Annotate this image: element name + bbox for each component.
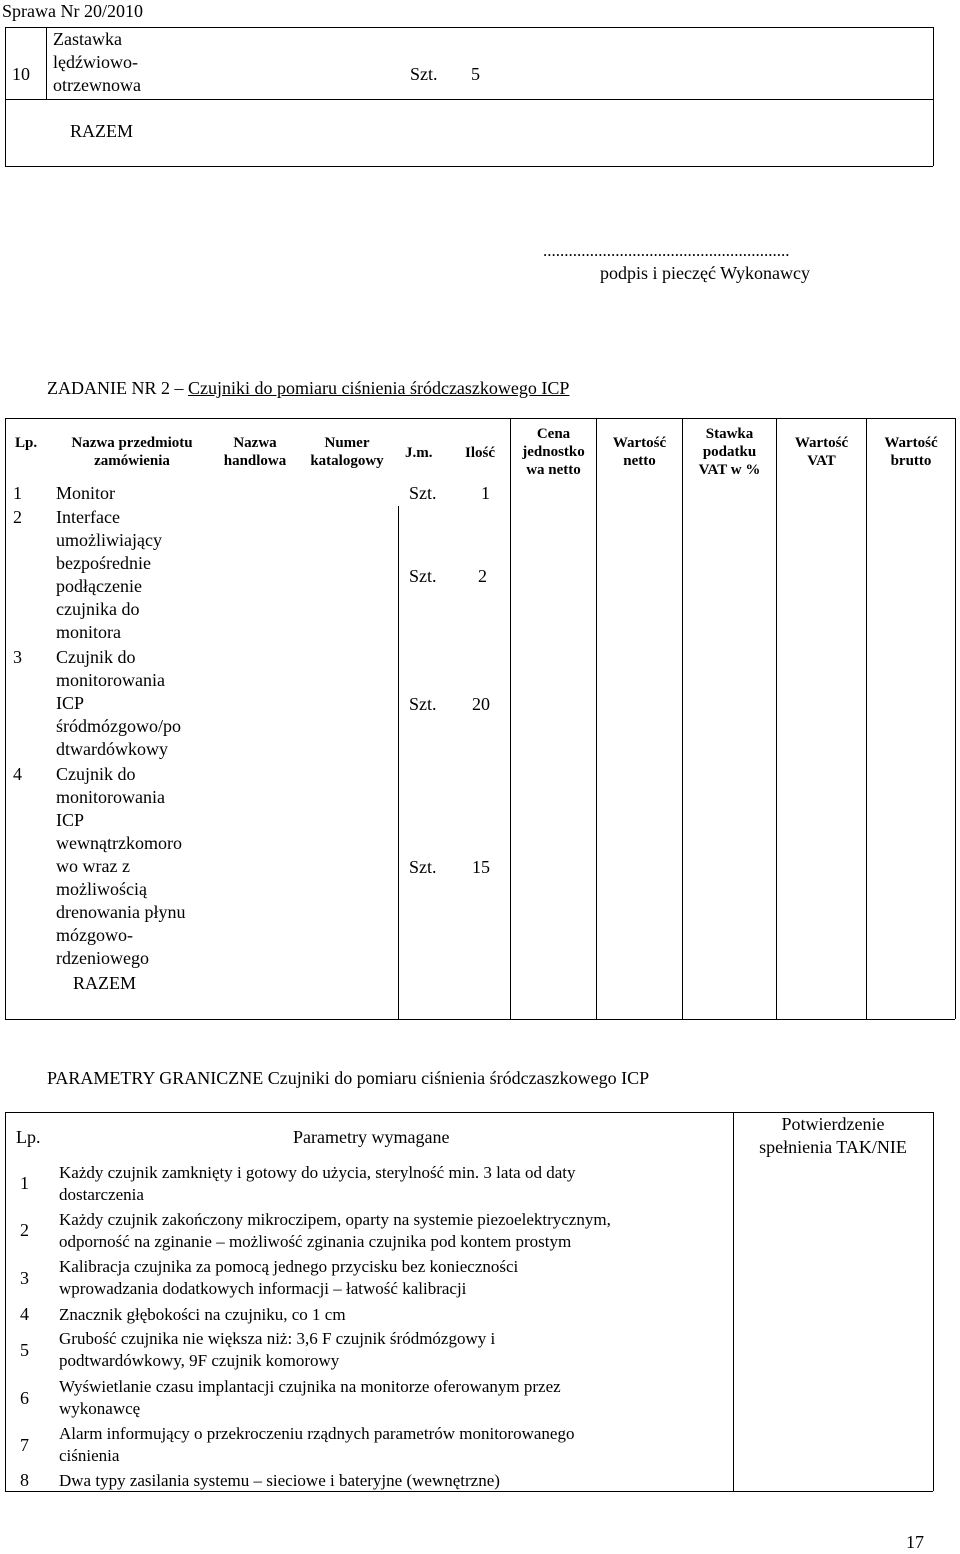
total-label: RAZEM <box>73 973 136 993</box>
total-label: RAZEM <box>70 121 133 141</box>
table-row-name: Czujnik do monitorowania ICP śródmózgowo/po dtwardówkowy <box>56 647 181 759</box>
table-row-unit: Szt. <box>409 857 437 877</box>
table-row-qty: 2 <box>478 566 487 586</box>
table-row-name: Interface umożliwiający bezpośrednie podłączenie czujnika do monitora <box>56 507 162 642</box>
row-lp: 10 <box>12 64 30 84</box>
table-row-unit: Szt. <box>409 566 437 586</box>
table-row-unit: Szt. <box>409 694 437 714</box>
table-row-name: Czujnik do monitorowania ICP wewnątrzkomoro wo wraz z możliwością drenowania płynu mózgowo- rdzeniowego <box>56 764 186 968</box>
params-row-text: Wyświetlanie czasu implantacji czujnika na monitorze oferowanym przez wykonawcę <box>59 1377 561 1418</box>
col-header-trade-name: Nazwa handlowa <box>223 435 287 469</box>
params-row-text: Każdy czujnik zamknięty i gotowy do użycia, sterylność min. 3 lata od daty dostarczenia <box>59 1163 576 1204</box>
col-header-unit: J.m. <box>405 445 433 461</box>
params-row-lp: 4 <box>20 1304 29 1324</box>
params-row-lp: 7 <box>20 1435 29 1455</box>
table-row-qty: 15 <box>472 857 490 877</box>
row-unit: Szt. <box>410 64 438 84</box>
params-row-lp: 5 <box>20 1340 29 1360</box>
col-header-unit-price: Cena jednostko wa netto <box>522 426 585 478</box>
params-row-text: Alarm informujący o przekroczeniu rządnych parametrów monitorowanego ciśnienia <box>59 1424 575 1465</box>
params-row-text: Kalibracja czujnika za pomocą jednego przycisku bez konieczności wprowadzania dodatkowych informacji – łatwość kalibracji <box>59 1257 519 1298</box>
params-title: PARAMETRY GRANICZNE Czujniki do pomiaru ciśnienia śródczaszkowego ICP <box>47 1068 650 1088</box>
params-row-text: Każdy czujnik zakończony mikroczipem, oparty na systemie piezoelektrycznym, odporność na zginanie – możliwość zginania czujnika pod kontem prostym <box>59 1210 611 1251</box>
signature-dots: .......................................................... <box>543 241 790 260</box>
params-row-lp: 8 <box>20 1470 29 1490</box>
table-row-unit: Szt. <box>409 483 437 503</box>
col-header-name: Nazwa przedmiotu zamówienia <box>71 435 193 469</box>
params-row-text: Znacznik głębokości na czujniku, co 1 cm <box>59 1305 346 1324</box>
col-header-vat-rate: Stawka podatku VAT w % <box>698 426 761 478</box>
case-number: Sprawa Nr 20/2010 <box>2 1 143 21</box>
row-qty: 5 <box>471 64 480 84</box>
col-header-lp: Lp. <box>15 435 38 451</box>
params-row-lp: 2 <box>20 1220 29 1240</box>
params-row-lp: 1 <box>20 1173 29 1193</box>
table-row-lp: 2 <box>13 507 22 527</box>
table-row-lp: 3 <box>13 647 22 667</box>
page-number: 17 <box>906 1532 924 1552</box>
task-title: ZADANIE NR 2 – Czujniki do pomiaru ciśnienia śródczaszkowego ICP <box>47 378 570 398</box>
params-row-text: Grubość czujnika nie większa niż: 3,6 F czujnik śródmózgowy i podtwardówkowy, 9F czujnik komorowy <box>59 1329 496 1370</box>
col-header-qty: Ilość <box>465 445 495 461</box>
params-row-lp: 3 <box>20 1268 29 1288</box>
col-header-vat-value: Wartość VAT <box>794 435 849 469</box>
params-header-confirmation: Potwierdzenie spełnienia TAK/NIE <box>759 1114 907 1157</box>
table-row-lp: 1 <box>13 483 22 503</box>
col-header-gross-value: Wartość brutto <box>884 435 938 469</box>
col-header-net-value: Wartość netto <box>612 435 667 469</box>
params-row-lp: 6 <box>20 1388 29 1408</box>
signature-caption: podpis i pieczęć Wykonawcy <box>600 263 811 283</box>
table-row-qty: 20 <box>472 694 490 714</box>
table-row-lp: 4 <box>13 764 22 784</box>
table-row-name: Monitor <box>56 483 116 503</box>
params-row-text: Dwa typy zasilania systemu – sieciowe i bateryjne (wewnętrzne) <box>59 1471 500 1490</box>
table-row-qty: 1 <box>481 483 490 503</box>
row-item-name: Zastawka lędźwiowo- otrzewnowa <box>53 29 141 95</box>
params-header-lp: Lp. <box>16 1127 41 1147</box>
params-header-requirements: Parametry wymagane <box>293 1127 450 1147</box>
col-header-catalog: Numer katalogowy <box>310 435 384 469</box>
